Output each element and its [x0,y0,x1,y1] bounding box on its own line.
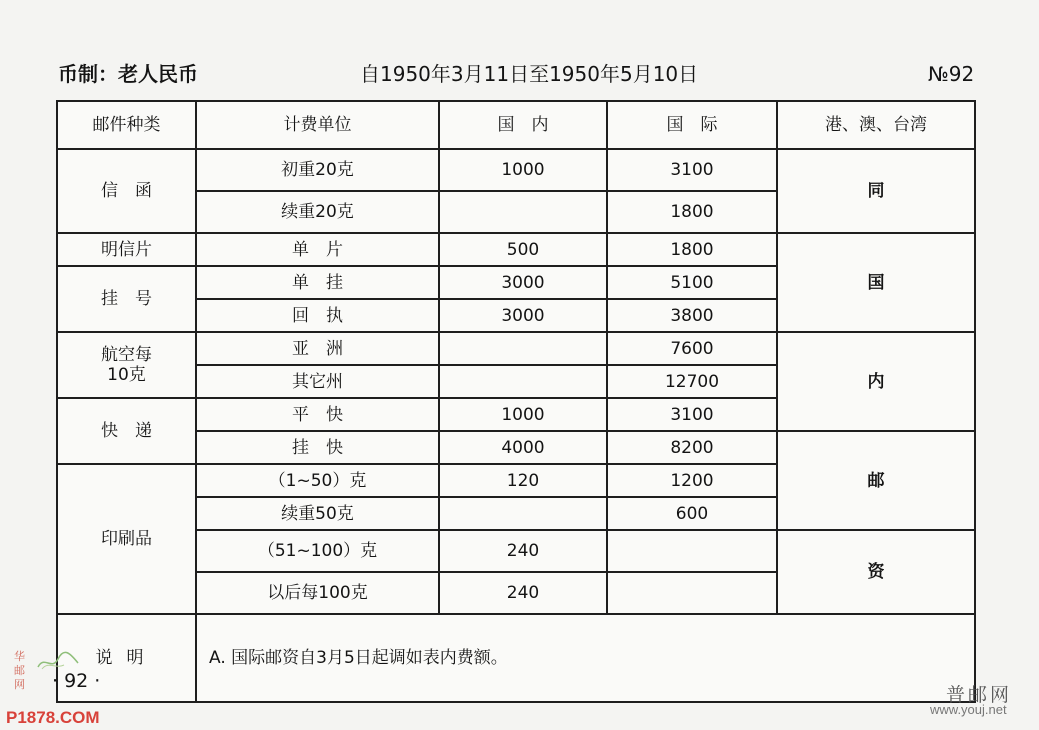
note-row [57,614,975,702]
hk-note-char-3: 内 [777,332,975,431]
unit-cell: （1~50）克 [196,464,439,497]
unit-cell: 续重20克 [196,191,439,233]
column-header-hk-macau-taiwan: 港、澳、台湾 [777,101,975,149]
table-number: №92 [928,62,975,86]
domestic-cell: 4000 [439,431,607,464]
international-cell: 3100 [607,149,777,191]
domestic-cell: 240 [439,572,607,614]
category-postcard: 明信片 [57,233,196,266]
domestic-cell: 120 [439,464,607,497]
international-cell [607,572,777,614]
table-row [57,332,975,365]
domestic-cell: 3000 [439,299,607,332]
international-cell: 7600 [607,332,777,365]
page-number: · 92 · [52,670,101,692]
currency-label: 币制：老人民币 [58,62,198,86]
domestic-cell: 3000 [439,266,607,299]
unit-cell: 续重50克 [196,497,439,530]
international-cell: 3100 [607,398,777,431]
hk-note-char-1: 同 [777,149,975,233]
unit-cell: 其它州 [196,365,439,398]
watermark-right-name: 普邮网 [946,684,1013,706]
note-label: 说明 [57,614,196,702]
domestic-cell: 1000 [439,398,607,431]
column-header-domestic: 国 内 [439,101,607,149]
watermark-left-url: P1878.COM [6,708,100,727]
domestic-cell [439,365,607,398]
table-header-row [57,101,975,149]
international-cell: 1200 [607,464,777,497]
watermark-left-small: 华邮网 [14,650,25,691]
international-cell: 5100 [607,266,777,299]
international-cell: 1800 [607,233,777,266]
unit-cell: 单 挂 [196,266,439,299]
domestic-cell: 1000 [439,149,607,191]
international-cell: 3800 [607,299,777,332]
column-header-mail-type: 邮件种类 [57,101,196,149]
category-airmail [57,332,196,398]
unit-cell: （51~100）克 [196,530,439,572]
unit-cell: 亚 洲 [196,332,439,365]
unit-cell: 挂 快 [196,431,439,464]
category-express: 快 递 [57,398,196,464]
unit-cell: 平 快 [196,398,439,431]
hk-note-char-4: 邮 [777,431,975,530]
category-airmail-line1: 航空每 [101,345,152,365]
table-row [57,149,975,191]
postage-rate-table [56,100,976,703]
domestic-cell [439,191,607,233]
international-cell: 12700 [607,365,777,398]
international-cell: 600 [607,497,777,530]
domestic-cell [439,497,607,530]
table-row [57,233,975,266]
domestic-cell: 240 [439,530,607,572]
unit-cell: 回 执 [196,299,439,332]
international-cell: 1800 [607,191,777,233]
watermark-right-url: www.youj.net [930,702,1007,717]
column-header-unit: 计费单位 [196,101,439,149]
column-header-international: 国 际 [607,101,777,149]
international-cell: 8200 [607,431,777,464]
international-cell [607,530,777,572]
hk-note-char-5: 资 [777,530,975,614]
domestic-cell: 500 [439,233,607,266]
validity-period: 自1950年3月11日至1950年5月10日 [360,62,699,86]
unit-cell: 以后每100克 [196,572,439,614]
watermark-dragon-logo-icon [36,651,80,673]
note-text: A. 国际邮资自3月5日起调如表内费额。 [196,614,975,702]
category-letter: 信 函 [57,149,196,233]
category-printed-matter: 印刷品 [57,464,196,614]
unit-cell: 单 片 [196,233,439,266]
unit-cell: 初重20克 [196,149,439,191]
category-airmail-line2: 10克 [107,365,146,385]
category-registered: 挂 号 [57,266,196,332]
hk-note-char-2: 国 [777,233,975,332]
domestic-cell [439,332,607,365]
